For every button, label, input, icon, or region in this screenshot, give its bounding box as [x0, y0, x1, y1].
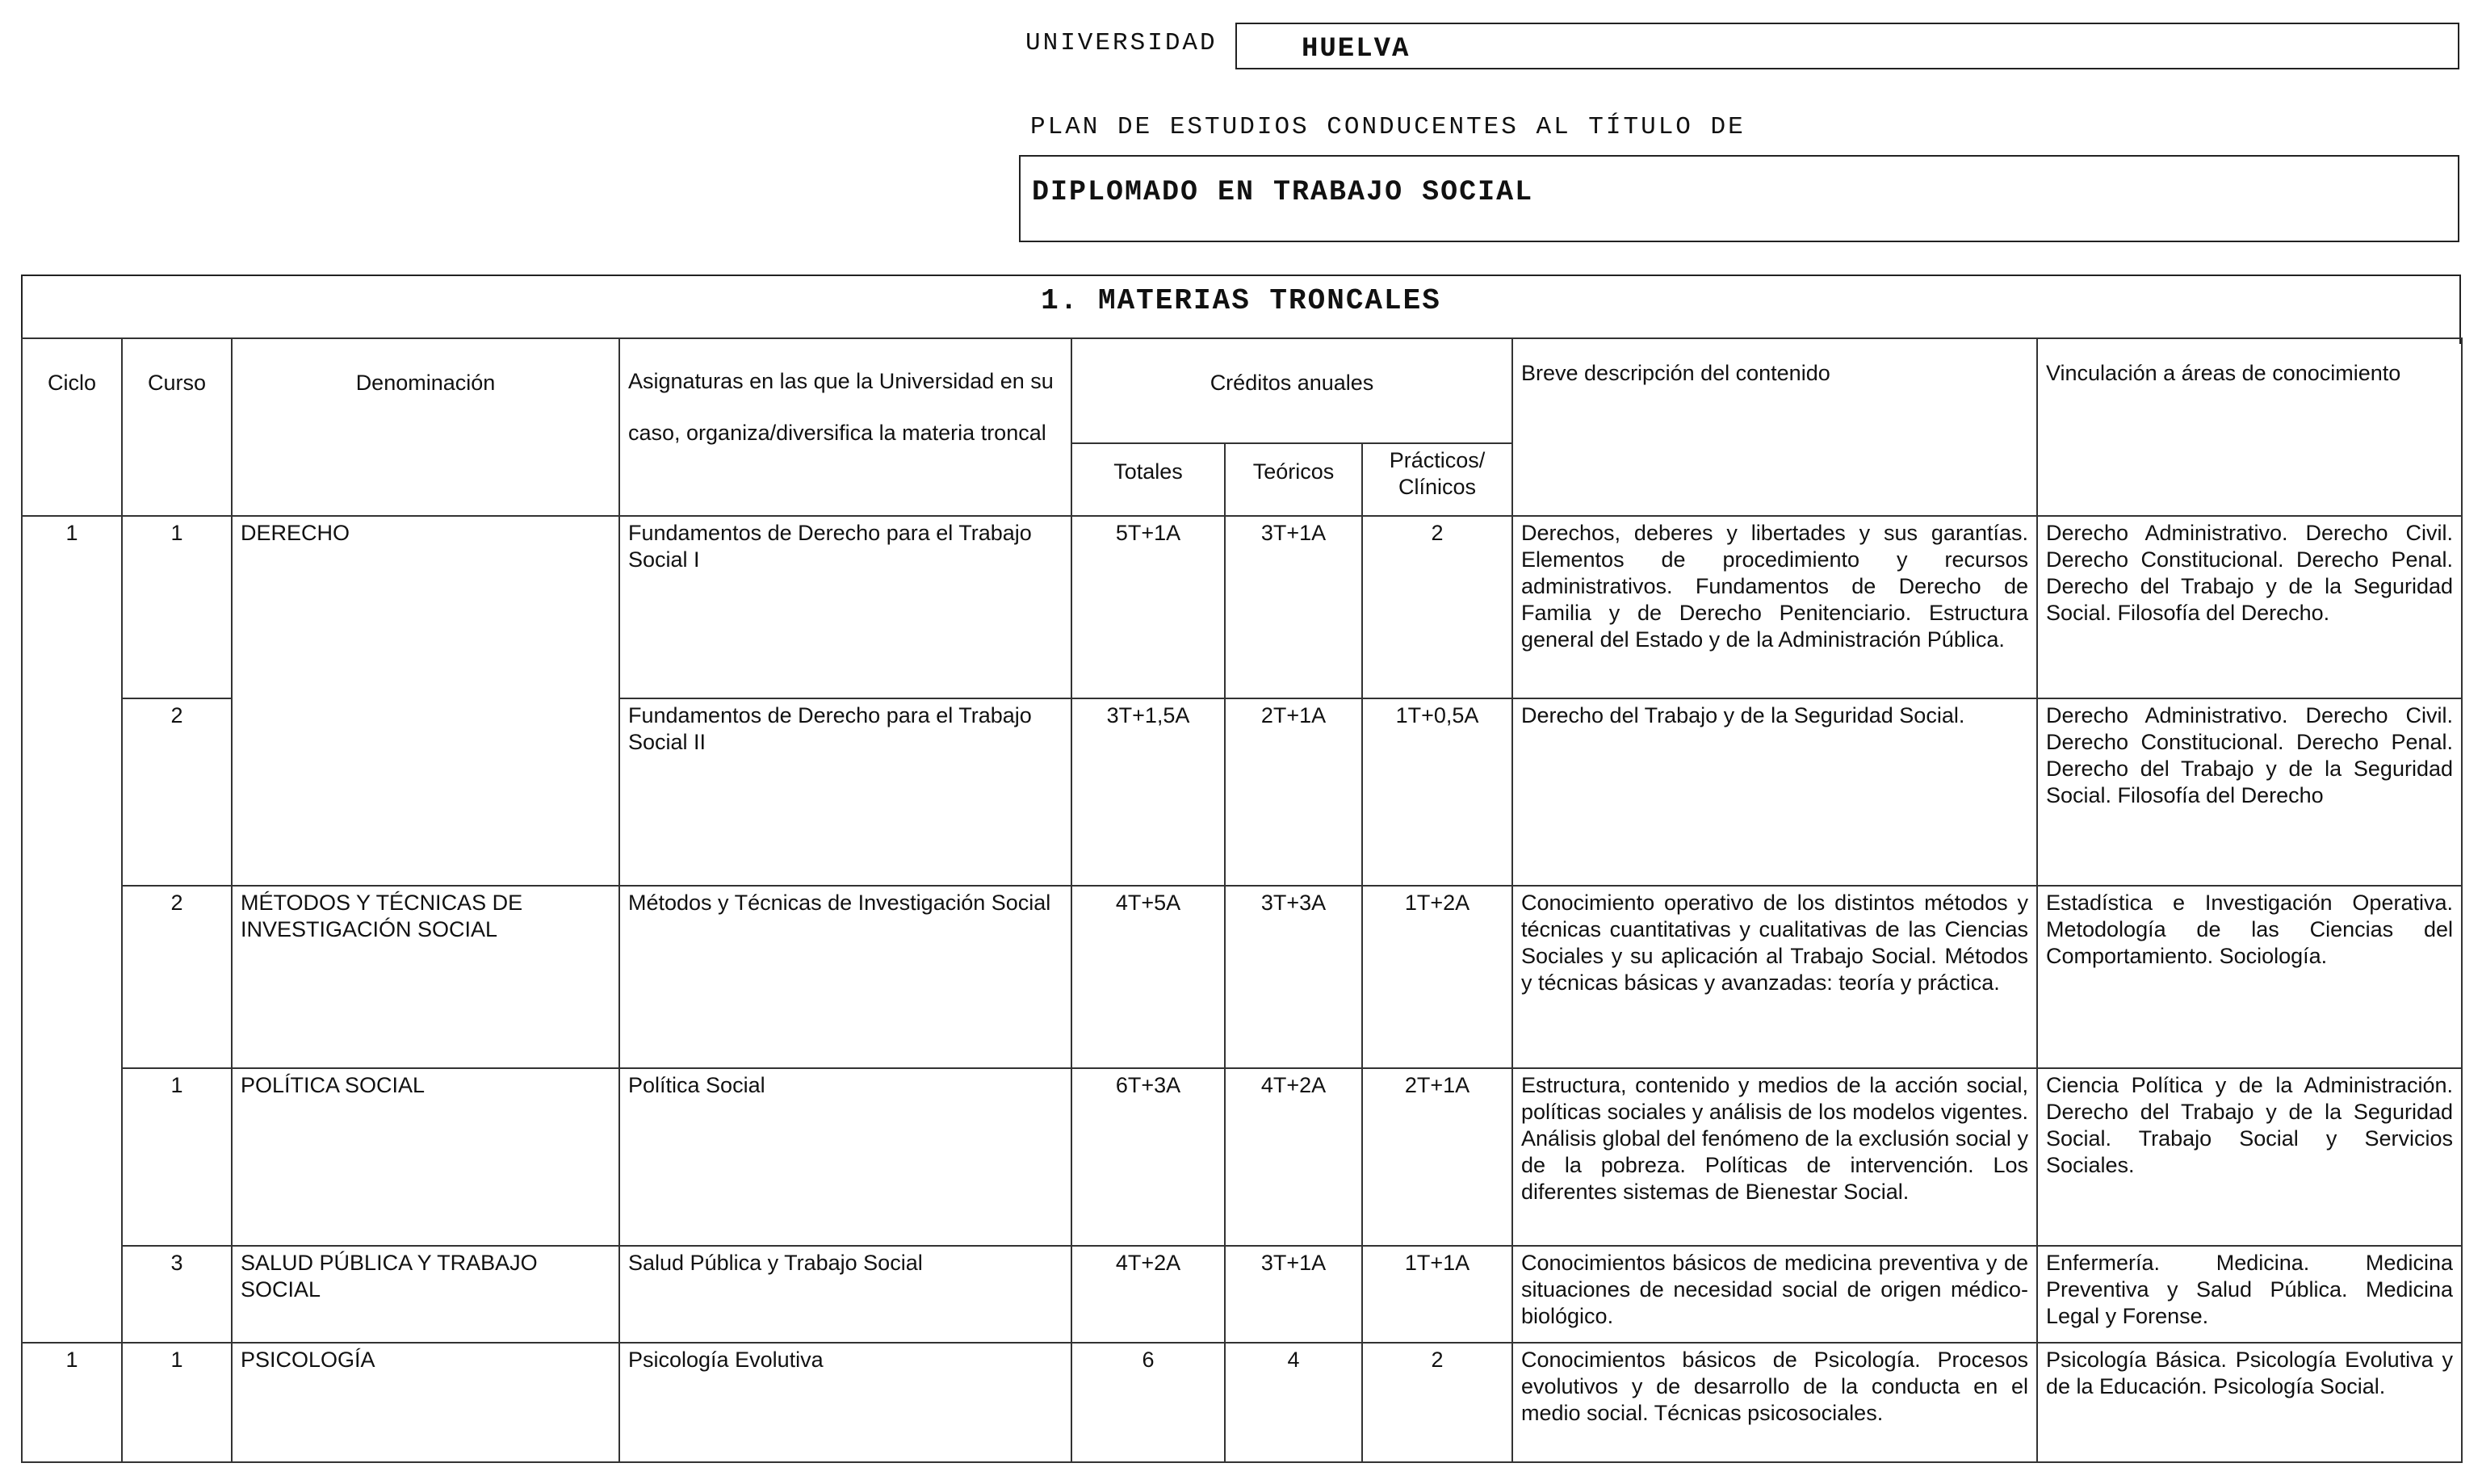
cell-ciclo — [22, 1068, 122, 1246]
cell-curso: 1 — [122, 1068, 232, 1246]
table-row — [22, 1343, 2462, 1462]
cell-denominacion — [232, 698, 619, 886]
cell-asignatura: Fundamentos de Derecho para el Trabajo Social I — [619, 516, 1071, 698]
degree-title-field — [1019, 155, 2459, 242]
table-row — [22, 1246, 2462, 1343]
cell-totales: 4T+2A — [1071, 1246, 1225, 1343]
table-row — [22, 516, 2462, 698]
cell-teoricos: 3T+3A — [1225, 886, 1362, 1068]
col-header-totales: Totales — [1071, 443, 1225, 516]
section-title: 1. MATERIAS TRONCALES — [1041, 284, 1441, 317]
col-header-vinculacion: Vinculación a áreas de conocimiento — [2037, 338, 2462, 516]
col-header-teoricos: Teóricos — [1225, 443, 1362, 516]
cell-practicos: 2 — [1362, 1343, 1512, 1462]
section-header — [21, 275, 2461, 344]
cell-vinculacion: Derecho Administrativo. Derecho Civil. Derecho Constitucional. Derecho Penal. Derecho del Trabajo y de la Seguridad Social. Filosofía del Derecho — [2037, 698, 2462, 886]
cell-descripcion: Derecho del Trabajo y de la Seguridad Social. — [1512, 698, 2037, 886]
table-row — [22, 1068, 2462, 1246]
cell-vinculacion: Ciencia Política y de la Administración. Derecho del Trabajo y de la Seguridad Social. Trabajo Social y Servicios Sociales. — [2037, 1068, 2462, 1246]
cell-vinculacion: Enfermería. Medicina. Medicina Preventiva y Salud Pública. Medicina Legal y Forense. — [2037, 1246, 2462, 1343]
cell-practicos: 1T+2A — [1362, 886, 1512, 1068]
university-field — [1235, 23, 2459, 69]
cell-denominacion: DERECHO — [232, 516, 619, 698]
cell-curso: 2 — [122, 886, 232, 1068]
cell-denominacion: SALUD PÚBLICA Y TRABAJO SOCIAL — [232, 1246, 619, 1343]
cell-totales: 3T+1,5A — [1071, 698, 1225, 886]
col-header-curso: Curso — [122, 338, 232, 516]
cell-vinculacion: Estadística e Investigación Operativa. Metodología de las Ciencias del Comportamiento. Sociología. — [2037, 886, 2462, 1068]
subjects-table — [21, 337, 2463, 1463]
col-header-ciclo: Ciclo — [22, 338, 122, 516]
cell-curso: 3 — [122, 1246, 232, 1343]
cell-asignatura: Salud Pública y Trabajo Social — [619, 1246, 1071, 1343]
university-name: HUELVA — [1302, 34, 1411, 65]
cell-teoricos: 4 — [1225, 1343, 1362, 1462]
cell-asignatura: Fundamentos de Derecho para el Trabajo Social II — [619, 698, 1071, 886]
cell-denominacion: PSICOLOGÍA — [232, 1343, 619, 1462]
col-header-denominacion: Denominación — [232, 338, 619, 516]
cell-ciclo — [22, 1246, 122, 1343]
cell-descripcion: Conocimientos básicos de Psicología. Procesos evolutivos y de desarrollo de la conducta en el medio social. Técnicas psicosociales. — [1512, 1343, 2037, 1462]
cell-practicos: 2T+1A — [1362, 1068, 1512, 1246]
cell-ciclo: 1 — [22, 1343, 122, 1462]
cell-totales: 6T+3A — [1071, 1068, 1225, 1246]
cell-descripcion: Conocimiento operativo de los distintos métodos y técnicas cuantitativas y cualitativas de las Ciencias Sociales y su aplicación al Trabajo Social. Métodos y técnicas básicas y avanzadas: teoría y práctica. — [1512, 886, 2037, 1068]
cell-vinculacion: Psicología Básica. Psicología Evolutiva y de la Educación. Psicología Social. — [2037, 1343, 2462, 1462]
cell-asignatura: Psicología Evolutiva — [619, 1343, 1071, 1462]
table-row — [22, 886, 2462, 1068]
cell-descripcion: Estructura, contenido y medios de la acción social, políticas sociales y análisis de los modelos vigentes. Análisis global del fenómeno de la exclusión social y de la pobreza. Políticas de intervención. Los diferentes sistemas de Bienestar Social. — [1512, 1068, 2037, 1246]
cell-curso: 1 — [122, 1343, 232, 1462]
cell-teoricos: 3T+1A — [1225, 516, 1362, 698]
degree-title: DIPLOMADO EN TRABAJO SOCIAL — [1032, 176, 1534, 208]
cell-ciclo — [22, 886, 122, 1068]
cell-teoricos: 2T+1A — [1225, 698, 1362, 886]
table-row — [22, 698, 2462, 886]
cell-practicos: 1T+1A — [1362, 1246, 1512, 1343]
cell-ciclo: 1 — [22, 516, 122, 698]
cell-totales: 6 — [1071, 1343, 1225, 1462]
table-header-row — [22, 338, 2462, 443]
col-header-asignaturas: Asignaturas en las que la Universidad en su caso, organiza/diversifica la materia troncal — [619, 338, 1071, 516]
cell-teoricos: 4T+2A — [1225, 1068, 1362, 1246]
cell-vinculacion: Derecho Administrativo. Derecho Civil. Derecho Constitucional. Derecho Penal. Derecho del Trabajo y de la Seguridad Social. Filosofía del Derecho. — [2037, 516, 2462, 698]
cell-denominacion: MÉTODOS Y TÉCNICAS DE INVESTIGACIÓN SOCIAL — [232, 886, 619, 1068]
col-header-descripcion: Breve descripción del contenido — [1512, 338, 2037, 516]
cell-asignatura: Política Social — [619, 1068, 1071, 1246]
cell-denominacion: POLÍTICA SOCIAL — [232, 1068, 619, 1246]
cell-totales: 4T+5A — [1071, 886, 1225, 1068]
col-header-creditos: Créditos anuales — [1071, 338, 1512, 443]
cell-practicos: 2 — [1362, 516, 1512, 698]
col-header-practicos: Prácticos/ Clínicos — [1362, 443, 1512, 516]
cell-totales: 5T+1A — [1071, 516, 1225, 698]
cell-descripcion: Derechos, deberes y libertades y sus garantías. Elementos de procedimiento y recursos administrativos. Fundamentos de Derecho de Familia y de Derecho Penitenciario. Estructura general del Estado y de la Administración Pública. — [1512, 516, 2037, 698]
cell-curso: 1 — [122, 516, 232, 698]
university-label: UNIVERSIDAD — [1025, 29, 1218, 57]
plan-label: PLAN DE ESTUDIOS CONDUCENTES AL TÍTULO DE — [1030, 113, 1746, 141]
cell-curso: 2 — [122, 698, 232, 886]
cell-asignatura: Métodos y Técnicas de Investigación Social — [619, 886, 1071, 1068]
cell-teoricos: 3T+1A — [1225, 1246, 1362, 1343]
cell-descripcion: Conocimientos básicos de medicina preventiva y de situaciones de necesidad social de origen médico-biológico. — [1512, 1246, 2037, 1343]
cell-ciclo — [22, 698, 122, 886]
cell-practicos: 1T+0,5A — [1362, 698, 1512, 886]
